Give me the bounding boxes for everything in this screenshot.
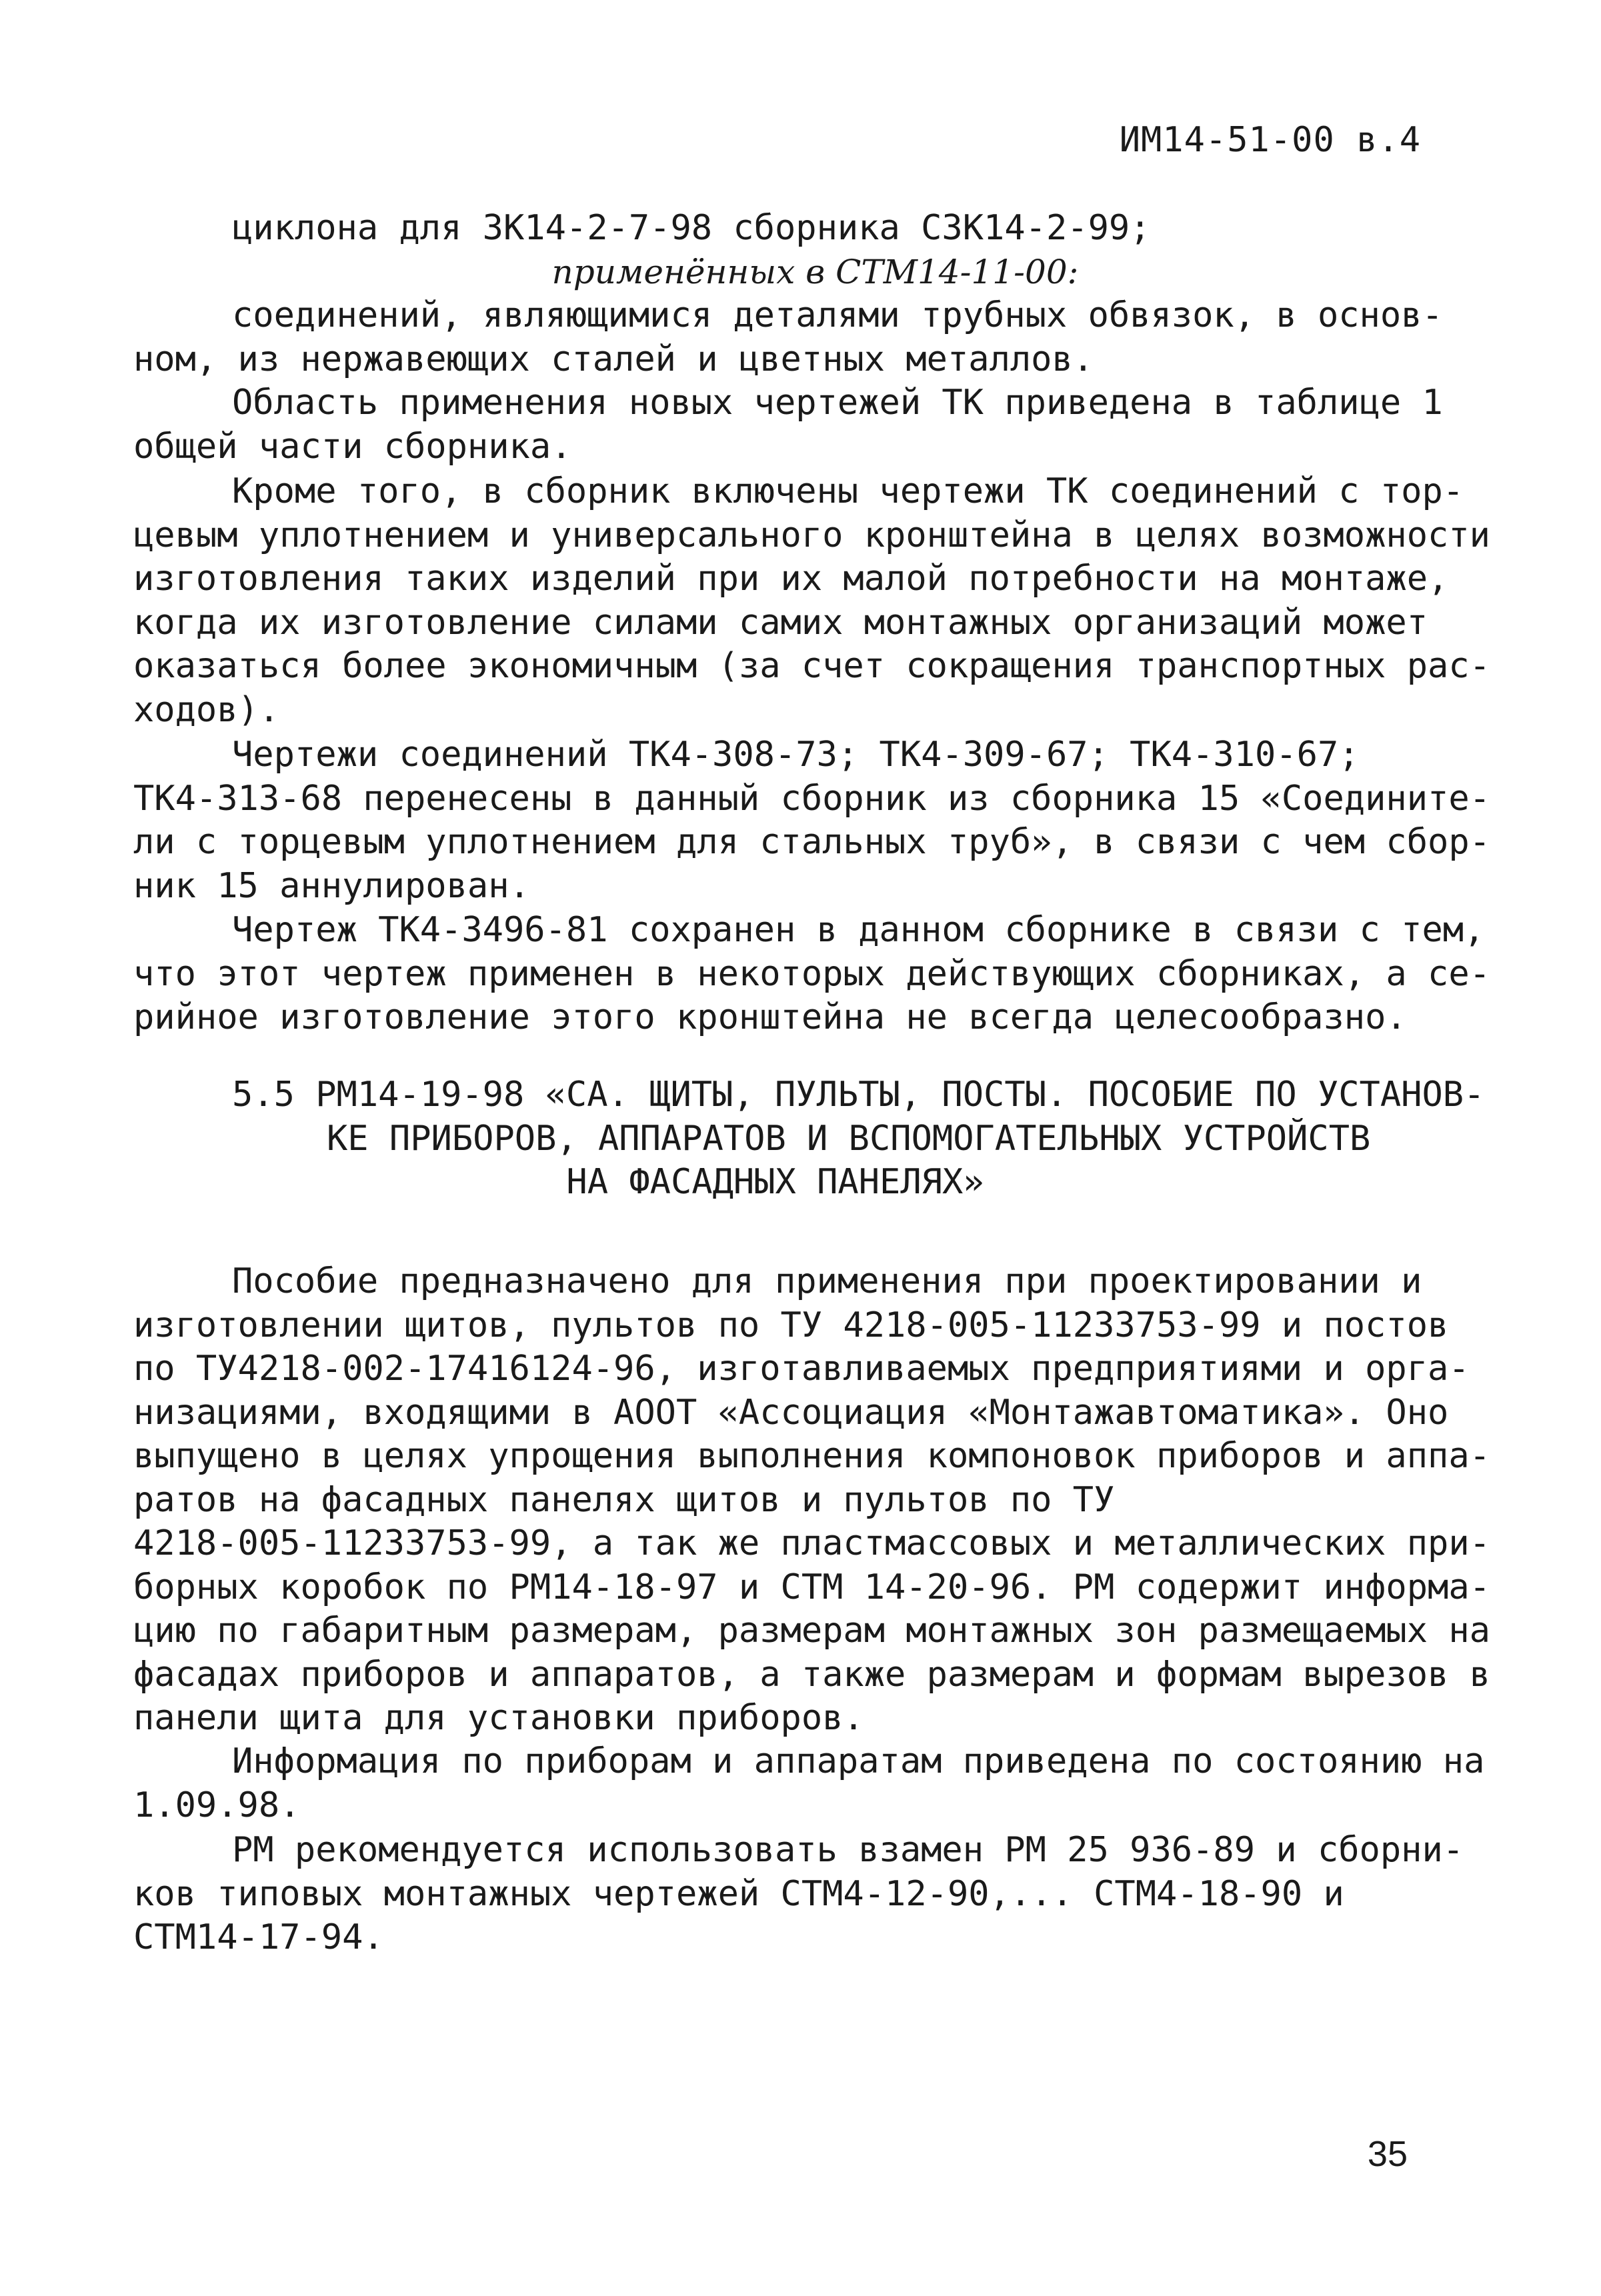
text-line: цевым уплотнением и универсального кронштейна в целях возможности <box>133 515 1490 555</box>
text-line: выпущено в целях упрощения выполнения компоновок приборов и аппа- <box>133 1436 1490 1476</box>
text-line: борных коробок по РМ14-18-97 и СТМ 14-20-96. РМ содержит информа- <box>133 1567 1490 1607</box>
text-line: ли с торцевым уплотнением для стальных труб», в связи с чем сбор- <box>133 822 1490 862</box>
paragraph-additional <box>133 470 1490 732</box>
paragraph-info-date <box>133 1740 1485 1827</box>
section-heading-line: 5.5 РМ14-19-98 «СА. ЩИТЫ, ПУЛЬТЫ, ПОСТЫ. ПОСОБИЕ ПО УСТАНОВ- <box>232 1075 1485 1115</box>
text-line: цию по габаритным размерам, размерам монтажных зон размещаемых на <box>133 1611 1490 1651</box>
text-line: рийное изготовление этого кронштейна не всегда целесообразно. <box>133 997 1407 1037</box>
intro-block <box>133 207 1443 381</box>
text-line: по ТУ4218-002-17416124-96, изготавливаемых предприятиями и орга- <box>133 1349 1470 1389</box>
text-line: Область применения новых чертежей ТК приведена в таблице 1 <box>232 383 1443 423</box>
text-line: ходов). <box>133 689 280 730</box>
paragraph-application <box>133 381 1443 469</box>
text-line: низациями, входящими в АООТ «Ассоциация «Монтажавтоматика». Оно <box>133 1392 1449 1433</box>
text-line: Чертежи соединений ТК4-308-73; ТК4-309-67; ТК4-310-67; <box>232 735 1360 775</box>
italic-subheading: применённых в СТМ14-11-00: <box>551 252 1079 291</box>
text-line: ТК4-313-68 перенесены в данный сборник из сборника 15 «Соедините- <box>133 778 1490 819</box>
text-line: соединений, являющимися деталями трубных обвязок, в основ- <box>232 295 1443 335</box>
paragraph-drawings-moved <box>133 733 1490 908</box>
text-line: общей части сборника. <box>133 426 572 467</box>
text-line: ратов на фасадных панелях щитов и пультов по ТУ <box>133 1479 1115 1520</box>
section-heading-line: КЕ ПРИБОРОВ, АППАРАТОВ И ВСПОМОГАТЕЛЬНЫХ УСТРОЙСТВ <box>327 1118 1371 1159</box>
section-heading-line: НА ФАСАДНЫХ ПАНЕЛЯХ» <box>566 1162 984 1202</box>
text-line: 1.09.98. <box>133 1785 301 1825</box>
text-line: Кроме того, в сборник включены чертежи ТК соединений с тор- <box>232 471 1464 511</box>
text-line: Чертеж ТК4-3496-81 сохранен в данном сборнике в связи с тем, <box>232 910 1485 950</box>
paragraph-manual-purpose <box>133 1260 1490 1741</box>
text-line: ков типовых монтажных чертежей СТМ4-12-90,... СТМ4-18-90 и <box>133 1873 1344 1914</box>
text-line: ник 15 аннулирован. <box>133 865 530 906</box>
section-heading <box>133 1073 1485 1205</box>
text-line: изготовления таких изделий при их малой потребности на монтаже, <box>133 559 1449 599</box>
page-number: 35 <box>1367 2134 1408 2174</box>
text-line: когда их изготовление силами самих монтажных организаций может <box>133 602 1428 643</box>
text-line: панели щита для установки приборов. <box>133 1698 864 1738</box>
text-line: фасадах приборов и аппаратов, а также размерам и формам вырезов в <box>133 1654 1490 1695</box>
text-line: Пособие предназначено для применения при проектировании и <box>232 1261 1422 1301</box>
text-line: Информация по приборам и аппаратам приведена по состоянию на <box>232 1741 1485 1781</box>
text-line: РМ рекомендуется использовать взамен РМ 25 936-89 и сборни- <box>232 1830 1464 1870</box>
paragraph-bracket <box>133 909 1490 1040</box>
text-line: 4218-005-11233753-99, а так же пластмассовых и металлических при- <box>133 1523 1490 1563</box>
text-line: оказаться более экономичным (за счет сокращения транспортных рас- <box>133 646 1490 686</box>
text-line: циклона для ЗК14-2-7-98 сборника СЗК14-2-99; <box>232 208 1151 248</box>
text-line: что этот чертеж применен в некоторых действующих сборниках, а се- <box>133 953 1490 994</box>
text-line: ном, из нержавеющих сталей и цветных металлов. <box>133 339 1094 379</box>
text-line: СТМ14-17-94. <box>133 1917 384 1957</box>
paragraph-recommendation <box>133 1829 1464 1960</box>
text-line: изготовлении щитов, пультов по ТУ 4218-005-11233753-99 и постов <box>133 1305 1449 1345</box>
document-reference: ИМ14-51-00 в.4 <box>1119 120 1421 160</box>
